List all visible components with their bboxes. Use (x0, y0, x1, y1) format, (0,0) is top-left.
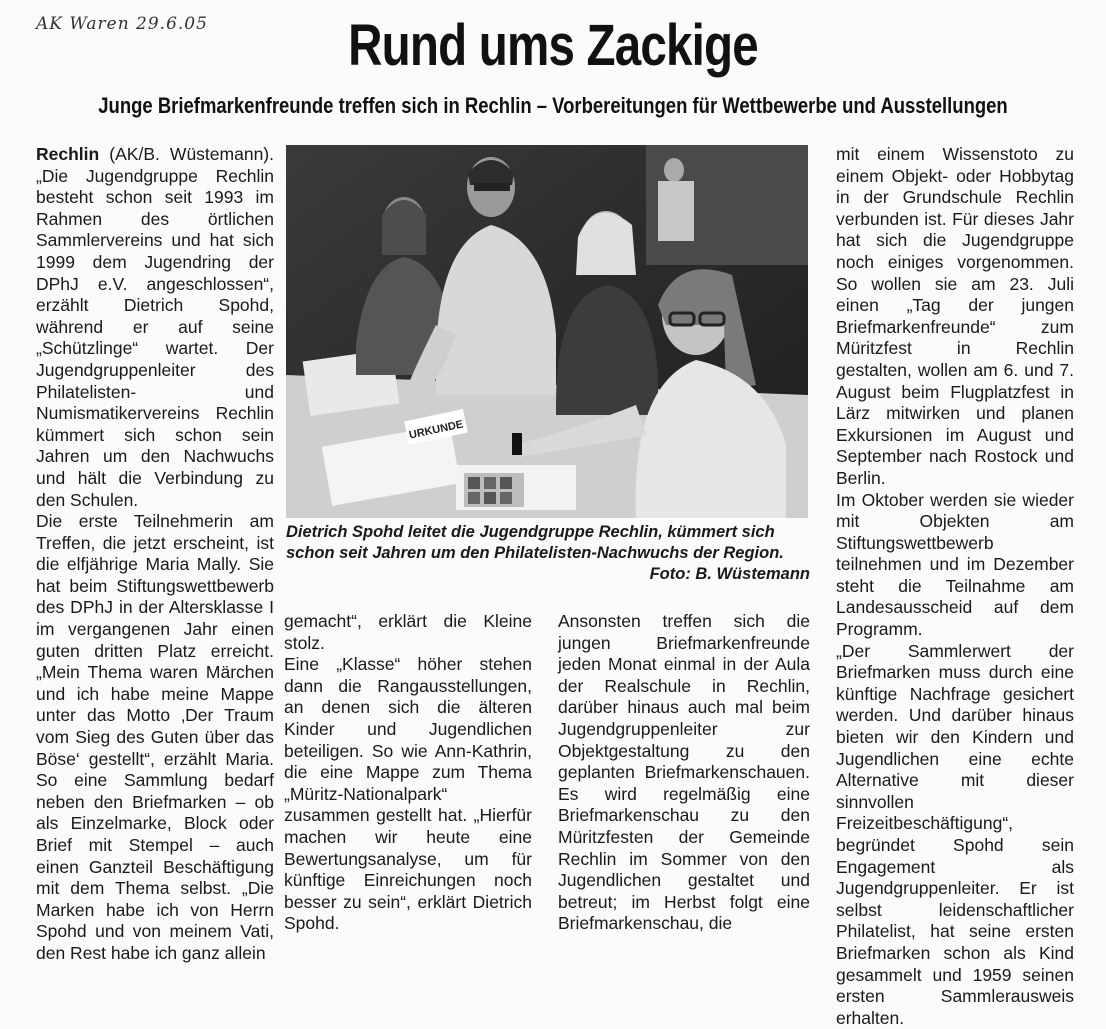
photo-credit: Foto: B. Wüstemann (649, 565, 810, 583)
handwritten-date-note: AK Waren 29.6.05 (36, 14, 208, 34)
article-column-3 (558, 611, 810, 935)
article-paragraph (36, 144, 274, 511)
article-column-1 (36, 144, 274, 965)
article-column-4 (836, 144, 1074, 1029)
article-column-2 (284, 611, 532, 935)
article-photo (286, 145, 808, 518)
stamp-sheet (464, 473, 524, 507)
caption-text: Dietrich Spohd leitet die Jugendgruppe Rechlin, kümmert sich schon seit Jahren um den Philatelisten-Nachwuchs der Region. (286, 523, 784, 562)
dateline-source: (AK/B. Wüstemann). (109, 144, 274, 164)
article-paragraph: Im Oktober werden sie wieder mit Objekten am Stiftungswettbewerb teilnehmen und im Dezember steht die Teilnahme am Landesausscheid auf dem Programm. (836, 489, 1074, 640)
photo-caption (286, 522, 810, 585)
article-paragraph: „Der Sammlerwert der Briefmarken muss durch eine künftige Nachfrage gesichert werden. Und darüber hinaus bieten wir den Kindern und Jugendlichen eine echte Alternative mit dieser sinnvollen Freizeitbeschäftigung“, begründet Spohd sein Engagement als Jugendgruppenleiter. Er ist selbst leidenschaftlicher Philatelist, hat seine ersten Briefmarken schon als Kind gesammelt und 1959 seinen ersten Sammlerausweis erhalten. (836, 640, 1074, 1028)
article-paragraph: Ansonsten treffen sich die jungen Briefmarkenfreunde jeden Monat einmal in der Aula der Realschule in Rechlin, darüber hinaus auch mal beim Jugendgruppenleiter zur Objektgestaltung zu den geplanten Briefmarkenschauen. Es wird regelmäßig eine Briefmarkenschau zu den Müritzfesten der Gemeinde Rechlin im Sommer von den Jugendlichen gestaltet und betreut; im Herbst folgt eine Briefmarkenschau, die (558, 611, 810, 934)
subheadline: Junge Briefmarkenfreunde treffen sich in Rechlin – Vorbereitungen für Wettbewerbe und Ausstellungen (98, 93, 1008, 118)
article-paragraph: Eine „Klasse“ höher stehen dann die Rangausstellungen, an denen sich die älteren Kinder und Jugendlichen beteiligen. So wie Ann-Kathrin, die eine Mappe zum Thema „Müritz-Nationalpark“ zusammen gestellt hat. „Hierfür machen wir heute eine Bewertungsanalyse, um für künftige Einreichungen noch besser zu sein“, erklärt Dietrich Spohd. (284, 654, 532, 934)
headline: Rund ums Zackige (348, 13, 758, 78)
article-paragraph: gemacht“, erklärt die Kleine stolz. (284, 611, 532, 653)
article-paragraph: Die erste Teilnehmerin am Treffen, die jetzt erscheint, ist die elfjährige Maria Mally. Sie hat beim Stiftungswettbewerb des DPhJ in der Altersklasse I im vergangenen Jahr einen guten dritten Platz erreicht. „Mein Thema waren Märchen und ich habe meine Mappe unter das Motto ‚Der Traum vom Sieg des Guten über das Böse‘ gestellt“, erzählt Maria. So eine Sammlung bedarf neben den Briefmarken – ob als Einzelmarke, Block oder Brief mit Stempel – auch einen Ganzteil Beschäftigung mit dem Thema selbst. „Die Marken habe ich von Herrn Spohd und von meinem Vati, den Rest habe ich ganz allein (36, 511, 274, 963)
article-paragraph: mit einem Wissenstoto zu einem Objekt- oder Hobbytag in der Grundschule Rechlin verbunden ist. Für dieses Jahr hat sich die Jugendgruppe noch einiges vorgenommen. So wollen sie am 23. Juli einen „Tag der jungen Briefmarkenfreunde“ zum Müritzfest in Rechlin gestalten, wollen am 6. und 7. August beim Flugplatzfest in Lärz mitwirken und planen Exkursionen im August und September nach Rostock und Berlin. (836, 144, 1074, 488)
paragraph-text: „Die Jugendgruppe Rechlin besteht schon seit 1993 im Rahmen des örtlichen Sammlervereins und hat sich 1999 dem Jugendring der DPhJ e.V. angeschlossen“, erzählt Dietrich Spohd, während er auf seine „Schützlinge“ wartet. Der Jugendgruppenleiter des Philatelisten- und Numismatikervereins Rechlin kümmert sich schon sein Jahren um den Nachwuchs und hält die Verbindung zu den Schulen. (36, 165, 274, 510)
dateline-place: Rechlin (36, 144, 100, 164)
photo-illustration (286, 145, 808, 518)
sign-text: URKUNDE (407, 418, 465, 442)
